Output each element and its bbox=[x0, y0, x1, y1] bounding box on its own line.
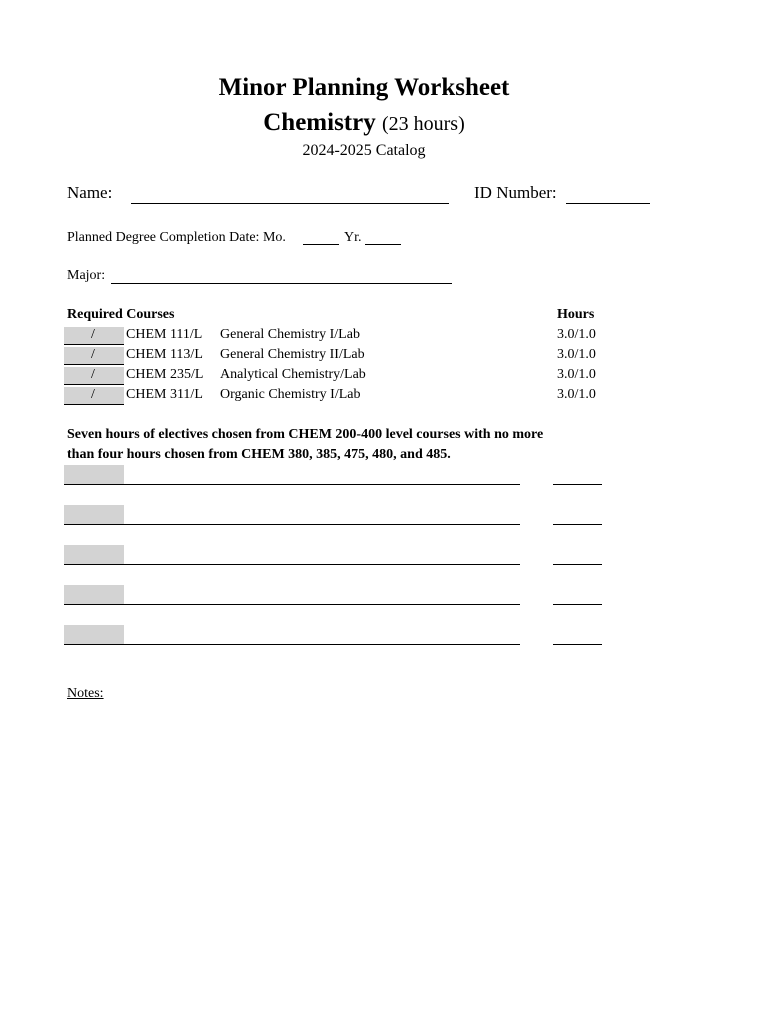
grade-slash: / bbox=[91, 347, 95, 362]
subject-heading bbox=[0, 109, 728, 137]
grade-slash: / bbox=[91, 327, 95, 342]
course-code: CHEM 235/L bbox=[126, 367, 204, 382]
elective-grade-box[interactable] bbox=[64, 465, 124, 484]
course-code: CHEM 311/L bbox=[126, 387, 203, 402]
elective-hours-line[interactable] bbox=[553, 644, 602, 645]
elective-hours-line[interactable] bbox=[553, 524, 602, 525]
electives-instructions-line-1: Seven hours of electives chosen from CHEM 200-400 level courses with no more bbox=[67, 427, 544, 442]
completion-year-field[interactable] bbox=[365, 230, 401, 245]
elective-course-line[interactable] bbox=[64, 644, 520, 645]
elective-course-line[interactable] bbox=[64, 524, 520, 525]
course-hours: 3.0/1.0 bbox=[557, 367, 596, 382]
elective-course-line[interactable] bbox=[64, 564, 520, 565]
elective-hours-line[interactable] bbox=[553, 484, 602, 485]
course-code: CHEM 113/L bbox=[126, 347, 203, 362]
subject-name: Chemistry bbox=[263, 109, 376, 136]
elective-hours-line[interactable] bbox=[553, 564, 602, 565]
electives-instructions-line-2: than four hours chosen from CHEM 380, 385, 475, 480, and 485. bbox=[67, 447, 451, 462]
subject-hours: (23 hours) bbox=[381, 113, 465, 135]
course-hours: 3.0/1.0 bbox=[557, 347, 596, 362]
elective-course-line[interactable] bbox=[64, 484, 520, 485]
hours-heading: Hours bbox=[557, 307, 595, 322]
completion-month-field[interactable] bbox=[303, 230, 339, 245]
course-hours: 3.0/1.0 bbox=[557, 327, 596, 342]
course-code: CHEM 111/L bbox=[126, 327, 203, 342]
grade-slash: / bbox=[91, 367, 95, 382]
elective-grade-box[interactable] bbox=[64, 585, 124, 604]
elective-grade-box[interactable] bbox=[64, 625, 124, 644]
course-title: General Chemistry II/Lab bbox=[220, 347, 365, 362]
course-title: Analytical Chemistry/Lab bbox=[220, 367, 366, 382]
elective-course-line[interactable] bbox=[64, 604, 520, 605]
elective-grade-box[interactable] bbox=[64, 545, 124, 564]
elective-hours-line[interactable] bbox=[553, 604, 602, 605]
name-field[interactable] bbox=[131, 184, 449, 204]
grade-slash: / bbox=[91, 387, 95, 402]
elective-grade-box[interactable] bbox=[64, 505, 124, 524]
completion-year-label: Yr. bbox=[344, 230, 362, 245]
worksheet-title: Minor Planning Worksheet bbox=[218, 74, 510, 101]
course-title: General Chemistry I/Lab bbox=[220, 327, 360, 342]
id-number-label: ID Number: bbox=[474, 183, 557, 202]
name-label: Name: bbox=[67, 183, 113, 202]
notes-label: Notes: bbox=[67, 686, 104, 701]
course-hours: 3.0/1.0 bbox=[557, 387, 596, 402]
id-number-field[interactable] bbox=[566, 184, 650, 204]
required-courses-heading: Required Courses bbox=[67, 307, 175, 322]
major-label: Major: bbox=[67, 268, 106, 283]
major-field[interactable] bbox=[111, 268, 452, 284]
completion-date-label: Planned Degree Completion Date: Mo. bbox=[67, 230, 286, 245]
course-title: Organic Chemistry I/Lab bbox=[220, 387, 361, 402]
catalog-year: 2024-2025 Catalog bbox=[302, 142, 426, 159]
